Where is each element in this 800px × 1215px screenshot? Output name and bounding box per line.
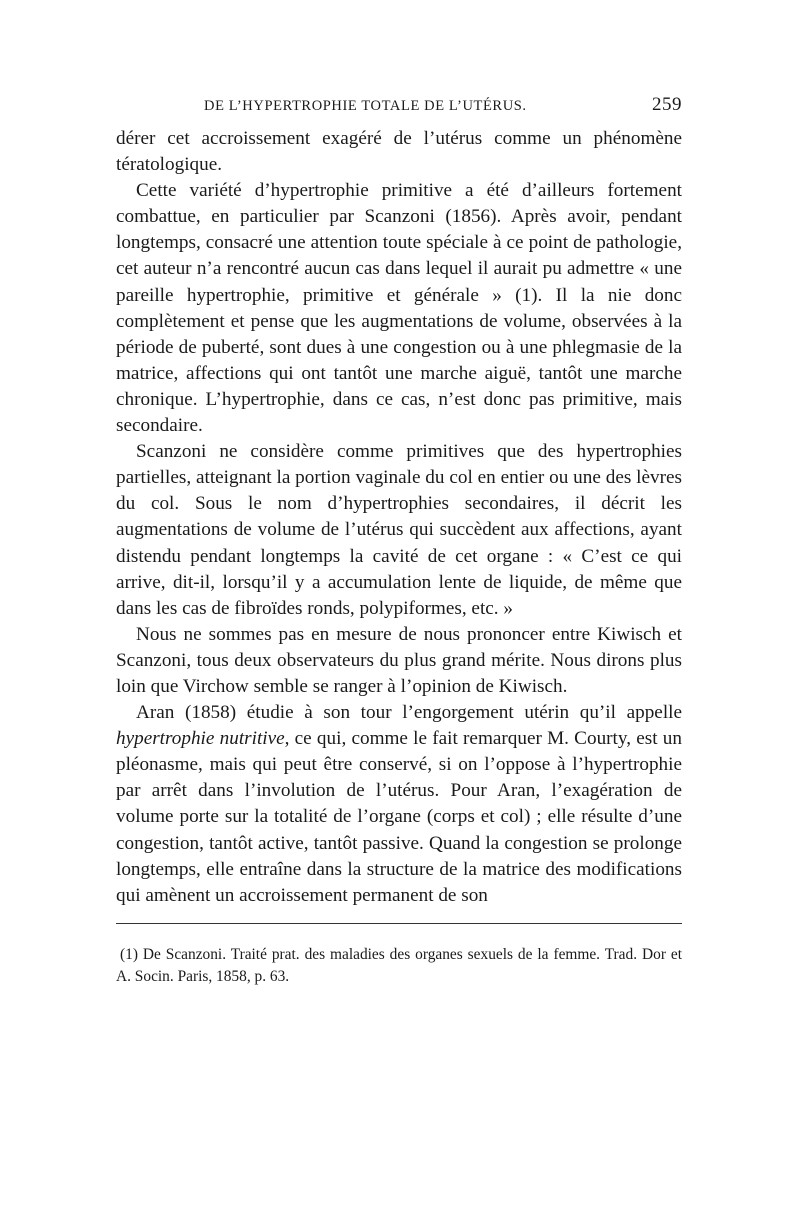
paragraph-aran (116, 700, 682, 909)
aran-text-end: , ce qui, comme le fait remarquer M. Courty, est un pléonasme, mais qui peut être conservé, si on l’oppose à l’hypertrophie par arrêt dans l’involution de l’utérus. Pour Aran, l’exagération de volume porte sur la totalité de l’organe (corps et col) ; elle résulte d’une congestion, tantôt active, tantôt passive. Quand la congestion se prolonge longtemps, elle entraîne dans la structure de la matrice des modifications qui amènent un accroissement permanent de son (116, 728, 682, 906)
footnote: (1) De Scanzoni. Traité prat. des maladies des organes sexuels de la femme. Trad. Dor et A. Socin. Paris, 1858, p. 63. (116, 945, 682, 985)
paragraph-scanzoni-critique: Cette variété d’hypertrophie primitive a été d’ailleurs fortement combattue, en particulier par Scanzoni (1856). Après avoir, pendant longtemps, consacré une attention toute spéciale à ce point de pathologie, cet auteur n’a rencontré aucun cas dans lequel il aurait pu admettre « une pareille hypertrophie, primitive et générale » (1). Il la nie donc complètement et pense que les augmentations de volume, observées à la période de puberté, sont dues à une congestion ou à une phlegmasie de la matrice, affections qui ont tantôt une marche aiguë, tantôt une marche chronique. L’hypertrophie, dans ce cas, n’est donc pas primitive, mais secondaire. (116, 180, 682, 437)
footnote-rule (116, 923, 682, 924)
running-title: DE L’HYPERTROPHIE TOTALE DE L’UTÉRUS. (204, 98, 527, 114)
page-header (116, 96, 682, 126)
paragraph-continuation: dérer cet accroissement exagéré de l’utérus comme un phénomène tératologique. (116, 128, 682, 176)
paragraph-kiwisch: Nous ne sommes pas en mesure de nous prononcer entre Kiwisch et Scanzoni, tous deux observateurs du plus grand mérite. Nous dirons plus loin que Virchow semble se ranger à l’opinion de Kiwisch. (116, 623, 682, 697)
page-number: 259 (652, 94, 682, 115)
body-text (116, 126, 682, 909)
paragraph-scanzoni-partial: Scanzoni ne considère comme primitives que des hypertrophies partielles, atteignant la portion vaginale du col en entier ou une des lèvres du col. Sous le nom d’hypertrophies secondaires, il décrit les augmentations de volume de l’utérus qui succèdent aux affections, ayant distendu pendant longtemps la cavité de cet organe : « C’est ce qui arrive, dit-il, lorsqu’il y a accumulation lente de liquide, de même que dans les cas de fibroïdes ronds, polypiformes, etc. » (116, 441, 682, 619)
aran-text-start: Aran (1858) étudie à son tour l’engorgement utérin qu’il appelle (136, 702, 682, 724)
book-page (116, 96, 682, 988)
italic-term: hypertrophie nutritive (116, 728, 285, 750)
